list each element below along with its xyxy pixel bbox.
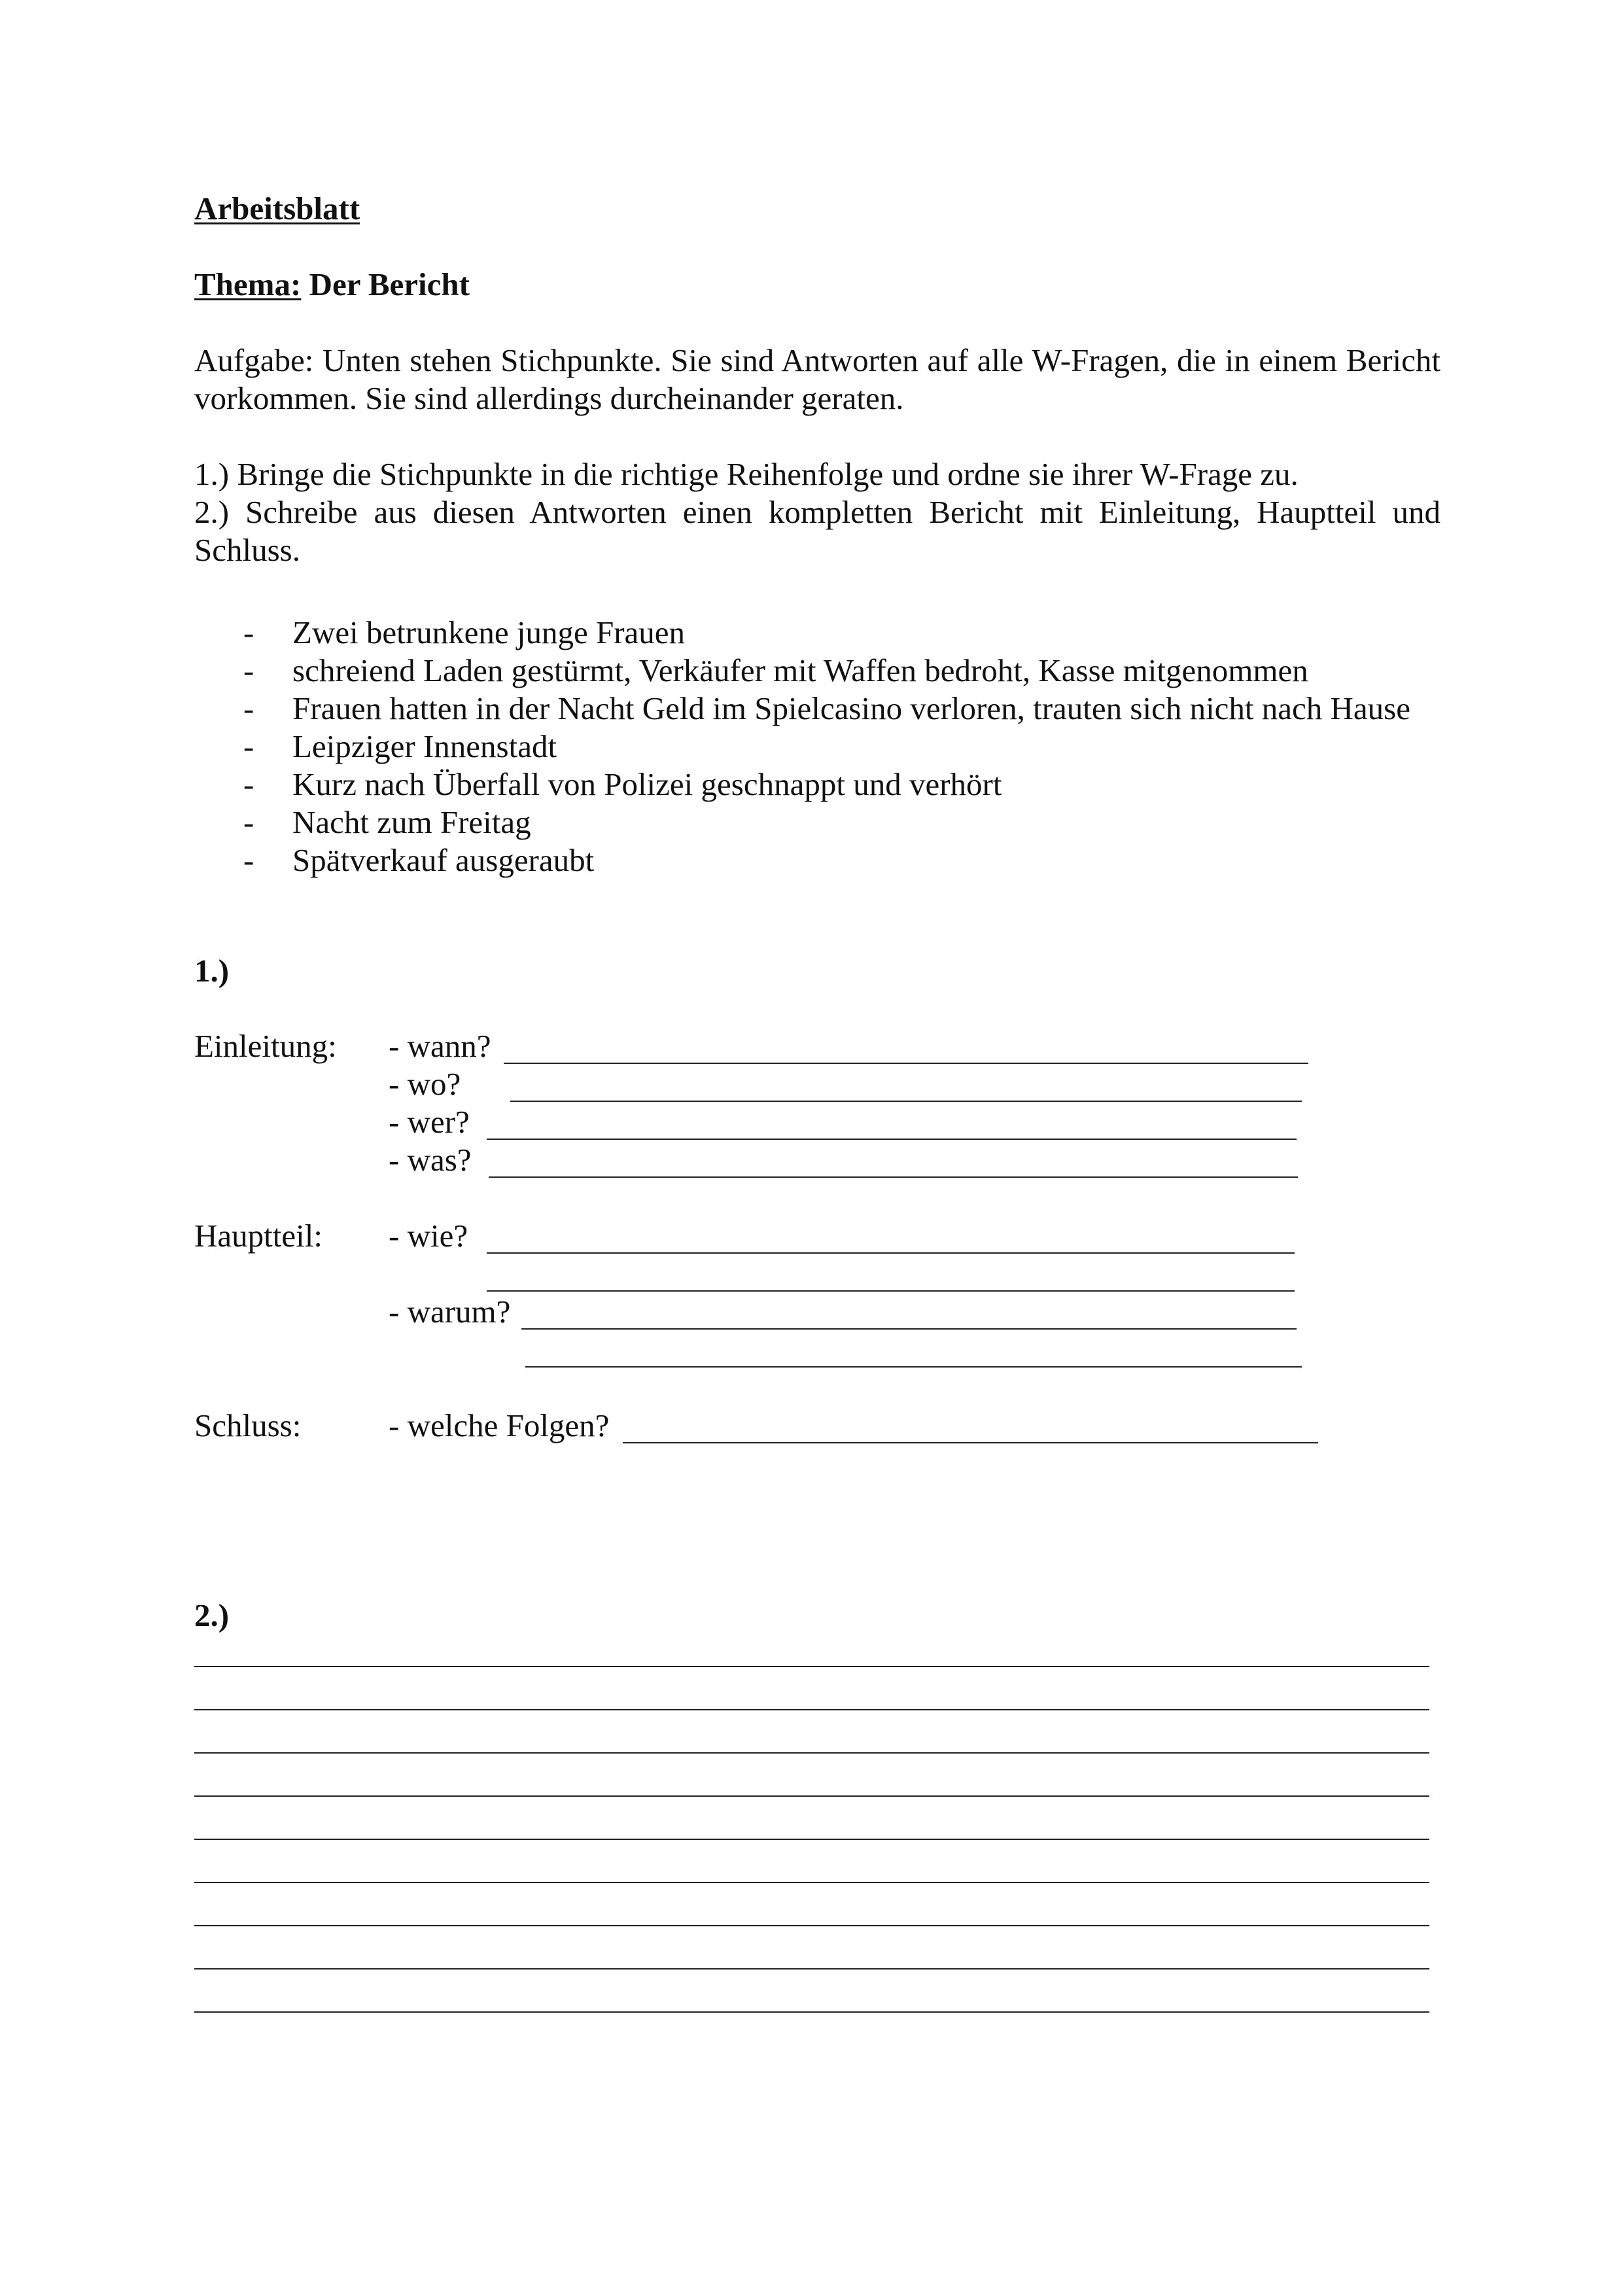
section-2-heading: 2.) (194, 1597, 230, 1633)
report-writing-line[interactable] (194, 1666, 1429, 1667)
question-warum: - warum? (389, 1294, 511, 1330)
section-1-heading: 1.) (194, 953, 230, 989)
bullet-marker: - (243, 766, 254, 802)
instruction-2: 2.) Schreibe aus diesen Antworten einen kompletten Bericht mit Einleitung, Hauptteil und Schluss. (194, 494, 1440, 568)
answer-line-warum-1[interactable] (521, 1328, 1297, 1330)
answer-line-warum-2[interactable] (525, 1366, 1302, 1368)
bullet-marker: - (243, 690, 254, 726)
answer-line-folgen[interactable] (623, 1442, 1318, 1443)
schluss-label: Schluss: (194, 1407, 302, 1443)
keyword-list (243, 614, 1410, 879)
report-writing-line[interactable] (194, 1925, 1429, 1926)
answer-line-wie-1[interactable] (487, 1252, 1295, 1254)
report-writing-line[interactable] (194, 1709, 1429, 1710)
bullet-marker: - (243, 652, 254, 688)
answer-line-wie-2[interactable] (487, 1290, 1295, 1292)
question-wie: - wie? (389, 1218, 468, 1254)
report-writing-line[interactable] (194, 1752, 1429, 1754)
list-item: - Frauen hatten in der Nacht Geld im Spielcasino verloren, trauten sich nicht nach Hause (243, 690, 1410, 726)
question-was: - was? (389, 1142, 472, 1178)
worksheet-title: Arbeitsblatt (194, 190, 360, 226)
report-writing-line[interactable] (194, 1882, 1429, 1883)
topic-line (194, 266, 470, 304)
report-writing-line[interactable] (194, 2011, 1429, 2013)
report-writing-line[interactable] (194, 1968, 1429, 1969)
bullet-marker: - (243, 804, 254, 840)
question-folgen: - welche Folgen? (389, 1407, 610, 1443)
report-writing-line[interactable] (194, 1839, 1429, 1840)
question-wann: - wann? (389, 1028, 491, 1064)
list-item: - Zwei betrunkene junge Frauen (243, 614, 686, 650)
bullet-marker: - (243, 842, 254, 878)
question-wer: - wer? (389, 1104, 470, 1140)
list-item: - Kurz nach Überfall von Polizei geschnappt und verhört (243, 766, 1002, 802)
topic-value: Der Bericht (309, 266, 470, 302)
bullet-marker: - (243, 728, 254, 764)
list-item: - Leipziger Innenstadt (243, 728, 557, 764)
question-wo: - wo? (389, 1066, 461, 1102)
report-writing-line[interactable] (194, 1795, 1429, 1797)
task-paragraph: Aufgabe: Unten stehen Stichpunkte. Sie sind Antworten auf alle W-Fragen, die in einem Bericht vorkommen. Sie sind allerdings durcheinander geraten. (194, 342, 1440, 416)
einleitung-label: Einleitung: (194, 1028, 337, 1064)
instruction-1: 1.) Bringe die Stichpunkte in die richtige Reihenfolge und ordne sie ihrer W-Frage zu. (194, 456, 1299, 492)
list-item: - Spätverkauf ausgeraubt (243, 842, 595, 878)
answer-line-was[interactable] (489, 1176, 1298, 1178)
answer-line-wo[interactable] (510, 1101, 1302, 1102)
answer-line-wann[interactable] (504, 1063, 1308, 1064)
answer-line-wer[interactable] (487, 1139, 1297, 1140)
list-item: - Nacht zum Freitag (243, 804, 531, 840)
topic-label: Thema: (194, 266, 302, 302)
list-item: - schreiend Laden gestürmt, Verkäufer mit Waffen bedroht, Kasse mitgenommen (243, 652, 1308, 688)
hauptteil-label: Hauptteil: (194, 1218, 323, 1254)
bullet-marker: - (243, 614, 254, 650)
